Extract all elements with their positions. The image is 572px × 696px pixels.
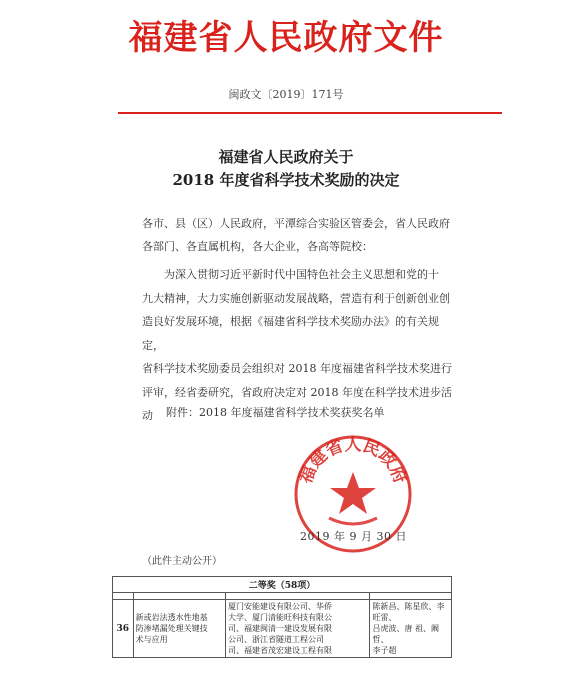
document-number: 闽政文〔2019〕171号 bbox=[228, 88, 344, 101]
project-name-cell bbox=[133, 600, 225, 658]
units-line: 司、福建省茂宏建设工程有限 bbox=[227, 646, 332, 655]
document-title-line: 2018 年度省科学技术奖励的决定 bbox=[172, 171, 400, 189]
signing-date: 2019 年 9 月 30 日 bbox=[300, 530, 407, 543]
recipients-line: 各市、县（区）人民政府，平潭综合实验区管委会，省人民政府 bbox=[142, 217, 450, 230]
body-paragraph bbox=[142, 263, 452, 428]
project-name-line: 新或岩法透水性地基 bbox=[135, 613, 208, 622]
document-header-title: 福建省人民政府文件 bbox=[128, 18, 444, 58]
units-line: 司、福建闽清一建设发展有限 bbox=[227, 624, 332, 633]
attachment-line: 附件：2018 年度福建省科学技术奖获奖名单 bbox=[166, 406, 385, 419]
award-section-header: 二等奖（58项） bbox=[113, 577, 452, 593]
people-line: 吕虎波、唐 祖、阚 哲、 bbox=[372, 624, 440, 644]
table-row bbox=[113, 600, 452, 658]
award-table bbox=[112, 576, 452, 658]
people-line: 陈新昌、陈星欣、李旺雷、 bbox=[372, 602, 445, 622]
document-title bbox=[0, 146, 572, 192]
award-number: 36 bbox=[113, 600, 134, 658]
body-line: 九大精神，大力实施创新驱动发展战略，营造有利于创新创业创 bbox=[142, 291, 450, 305]
public-disclosure-note: （此件主动公开） bbox=[142, 556, 222, 567]
red-divider-line bbox=[118, 112, 502, 114]
recipients-block bbox=[142, 212, 452, 258]
units-cell bbox=[225, 600, 370, 658]
document-title-line: 福建省人民政府关于 bbox=[218, 148, 354, 166]
body-line: 评审，经省委研究，省政府决定对 2018 年度在科学技术进步活动 bbox=[142, 385, 452, 422]
seal-text: 福建省人民政府 bbox=[296, 434, 410, 487]
units-line: 公司、浙江省隧道工程公司 bbox=[227, 635, 324, 644]
award-section-header-row bbox=[113, 577, 452, 593]
people-line: 李子超 bbox=[372, 646, 397, 655]
table-spacer-row bbox=[113, 593, 452, 600]
body-line bbox=[142, 263, 452, 287]
units-line: 厦门安能建设有限公司、华侨 bbox=[227, 602, 332, 611]
recipients-line: 各部门、各直属机构，各大企业，各高等院校： bbox=[142, 240, 373, 253]
units-line: 大学、厦门清能旺科技有限公 bbox=[227, 613, 332, 622]
project-name-line: 防渗堵漏处理关键技 bbox=[135, 624, 208, 633]
body-line-text: 为深入贯彻习近平新时代中国特色社会主义思想和党的十 bbox=[164, 268, 439, 281]
project-name-line: 术与应用 bbox=[135, 635, 168, 644]
body-line: 省科学技术奖励委员会组织对 2018 年度福建省科学技术奖进行 bbox=[142, 362, 452, 375]
body-line: 造良好发展环境，根据《福建省科学技术奖励办法》的有关规定， bbox=[142, 315, 439, 352]
people-cell bbox=[370, 600, 452, 658]
